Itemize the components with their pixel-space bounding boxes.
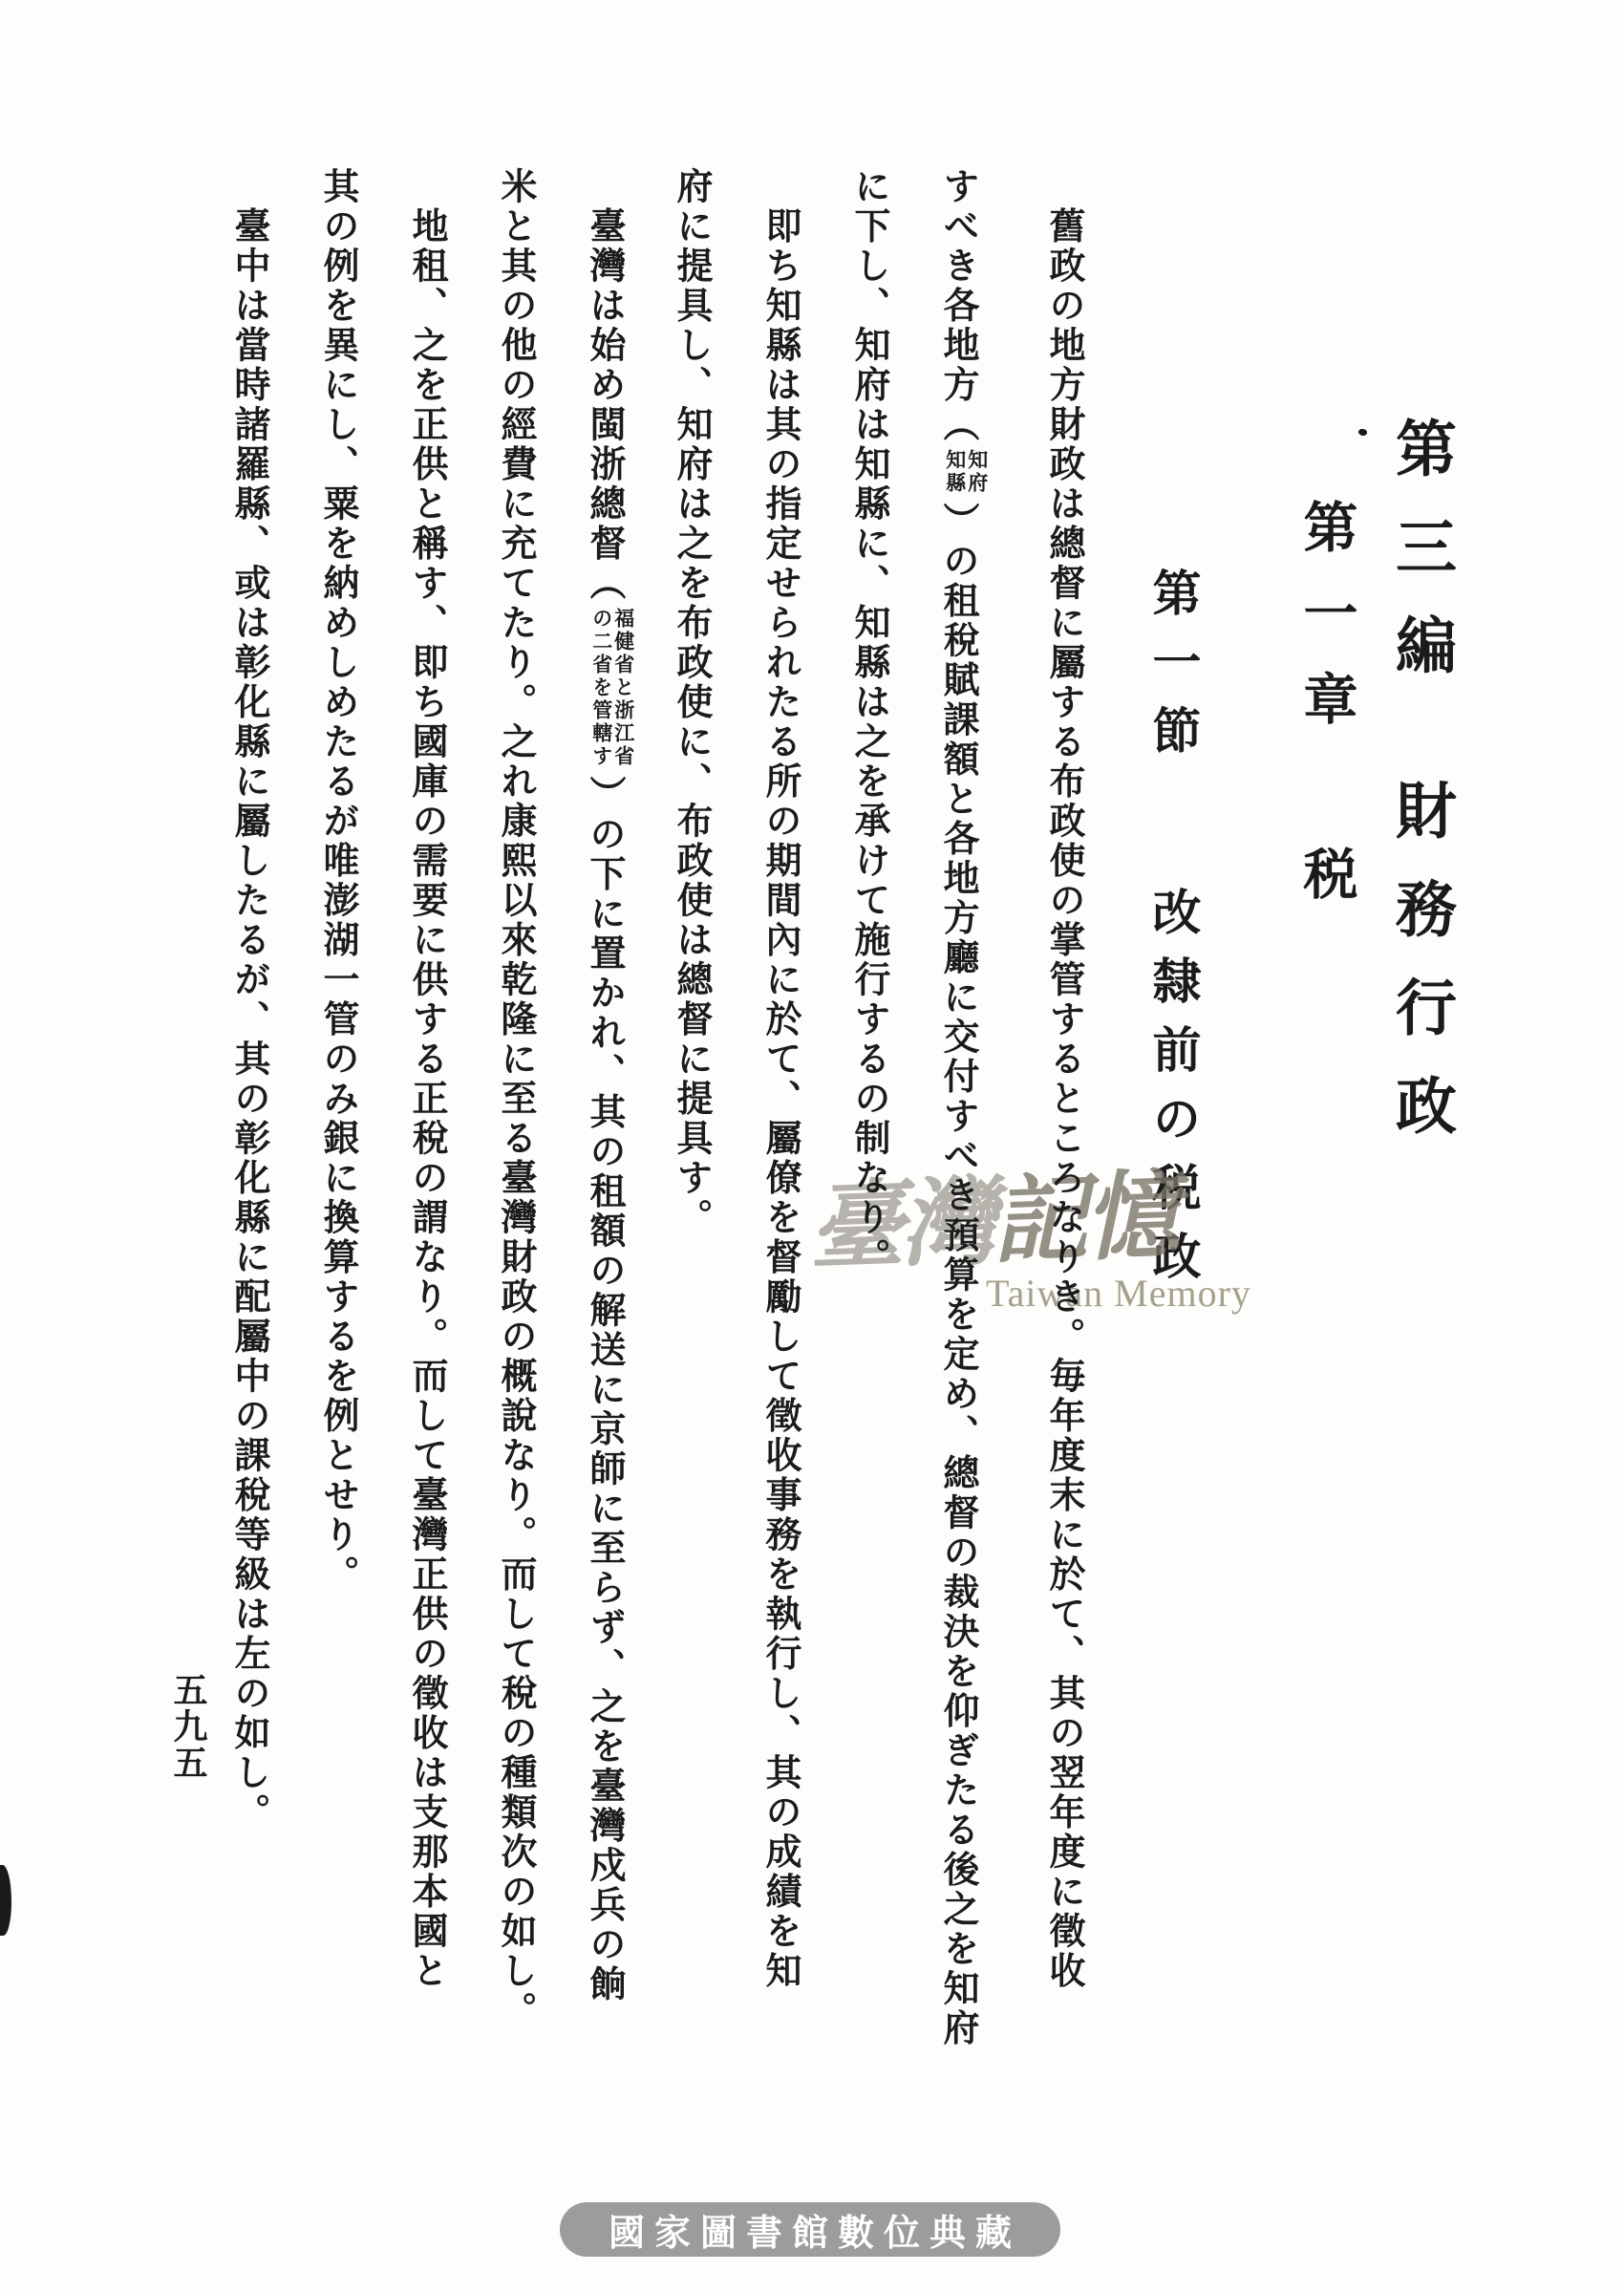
- warichu-inline-note: 知府知縣: [943, 448, 989, 495]
- chapter-title: 税: [1295, 846, 1356, 932]
- library-watermark-bottom: [560, 2202, 1060, 2257]
- text-column: に下し、知府は知縣に、知縣は之を承けて施行するの制なり。: [848, 167, 888, 1277]
- section-number: 第一節: [1144, 568, 1198, 774]
- library-watermark-bottom-text: 國家圖書館數位典藏: [608, 2214, 1021, 2254]
- text-column: 即ち知縣は其の指定せられたる所の期間內に於て、屬僚を督勵して徵收事務を執行し、其の成績を知: [759, 206, 800, 1991]
- part-title: 財務行政: [1387, 779, 1455, 1172]
- scan-edge-mark: [0, 1865, 11, 1936]
- watermark-taiwan-glyphs: 臺灣: [806, 1169, 994, 1282]
- chapter-number: 第一章: [1295, 499, 1356, 757]
- warichu-inline-note: 福健省と浙江省の二省を管轄す: [589, 607, 635, 768]
- text-column: 臺中は當時諸羅縣、或は彰化縣に屬したるが、其の彰化縣に配屬中の課稅等級は左の如し。: [228, 206, 268, 1832]
- text-column: 米と其の他の經費に充てたり。之れ康熙以來乾隆に至る臺灣財政の概說なり。而して稅の種類次の如し。: [495, 167, 535, 2031]
- text-column: 臺灣は始め閩浙總督（福健省と浙江省の二省を管轄す）の下に置かれ、其の租額の解送に京師に至らず、之を臺灣戍兵の餉: [584, 206, 635, 2004]
- watermark-memory-glyphs: 記憶: [990, 1163, 1178, 1275]
- text-column: 其の例を異にし、粟を納めしめたるが唯澎湖一管のみ銀に換算するを例とせり。: [317, 167, 357, 1595]
- text-column: 府に提具し、知府は之を布政使に、布政使は總督に提具す。: [671, 167, 711, 1238]
- ink-speck: [1357, 428, 1368, 438]
- library-watermark-latin: Taiwan Memory: [986, 1272, 1251, 1315]
- text-column: 舊政の地方財政は總督に屬する布政使の掌管するところなりき。毎年度末に於て、其の翌年度に徵收: [1043, 206, 1083, 1991]
- part-number: 第三編: [1387, 417, 1455, 712]
- text-column: すべき各地方（知府知縣）の租稅賦課額と各地方廳に交付すべき預算を定め、總督の裁決を仰ぎたる後之を知府: [937, 167, 989, 2048]
- page-number: 五九五: [169, 1672, 207, 1781]
- text-column: 地租、之を正供と稱す、即ち國庫の需要に供する正稅の謂なり。而して臺灣正供の徵收は支那本國と: [406, 206, 446, 1991]
- section-title: 改隸前の税政: [1144, 887, 1198, 1299]
